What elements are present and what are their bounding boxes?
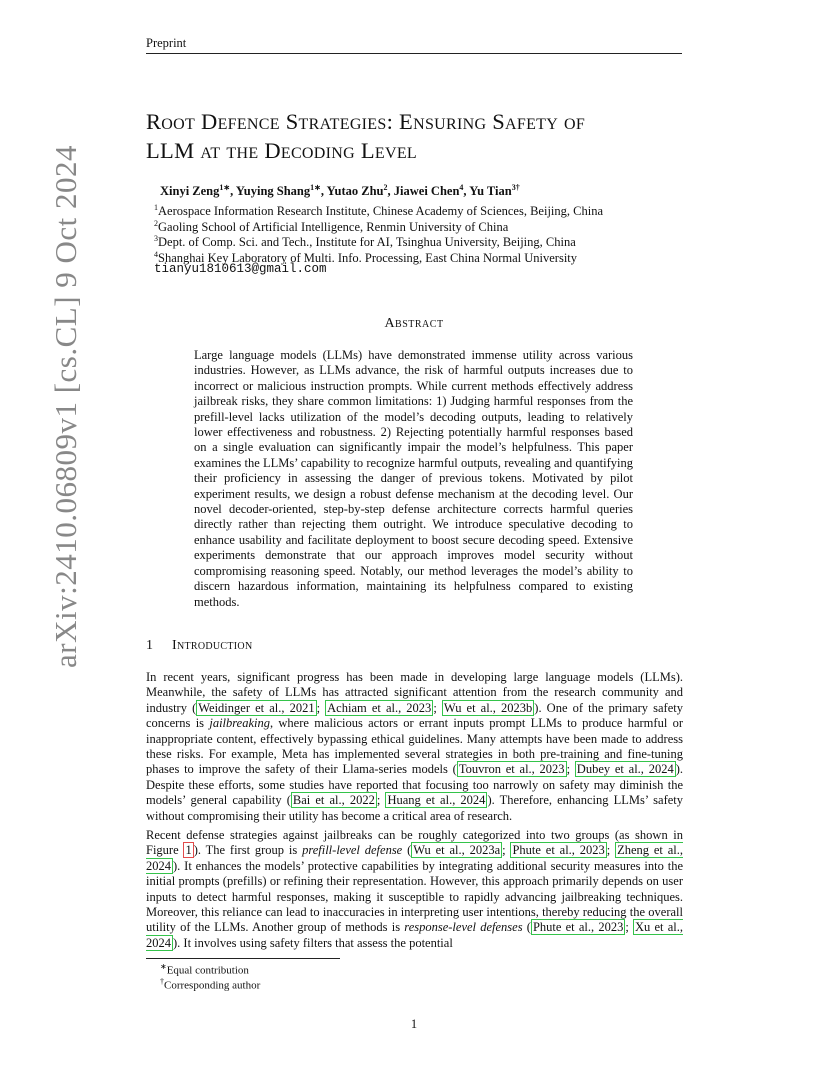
author-name: Yuying Shang (235, 184, 311, 199)
author-name: Yutao Zhu (326, 184, 384, 199)
paper-title (146, 107, 706, 165)
citation-link[interactable]: Phute et al., 2023 (512, 843, 605, 858)
header-rule (146, 53, 682, 54)
author-name: Jiawei Chen (393, 184, 460, 199)
author-name: Xinyi Zeng (160, 184, 220, 199)
citation-link[interactable]: Huang et al., 2024 (387, 793, 486, 808)
footnote (160, 962, 249, 977)
affiliation-text: Shanghai Key Laboratory of Multi. Info. Processing, East China Normal University (158, 250, 578, 265)
affiliation-text: Gaoling School of Artificial Intelligence, Renmin University of China (158, 219, 509, 234)
footnote-text: Corresponding author (164, 979, 261, 992)
abstract-body: Large language models (LLMs) have demonstrated immense utility across various industries. However, as LLMs advance, the risk of harmful outputs increases due to incorrect or malicious instruction prompts. While current methods effectively address jailbreak risks, they share common limitations: 1) Judging harmful responses from the prefill-level lacks utilization of the model’s decoding outputs, leading to relatively lower effectiveness and robustness. 2) Rejecting potentially harmful responses based on a single evaluation can significantly impair the model’s helpfulness. This paper examines the LLMs’ capability to recognize harmful outputs, revealing and quantifying their proficiency in assessing the danger of previous tokens. Motivated by pilot experiment results, we design a robust defense mechanism at the decoding level. Our novel decoder-oriented, step-by-step defense architecture corrects harmful queries directly rather than rejecting them outright. We introduce speculative decoding to enhance usability and facilitate deployment to boost secure decoding speed. Extensive experiments demonstrate that our approach improves model security without compromising reasoning speed. Notably, our method leverages the model’s ability to discern hazardous information, maintaining its helpfulness compared to existing methods. (194, 348, 633, 609)
author-mark: 1∗ (310, 183, 321, 192)
citation-link[interactable]: Phute et al., 2023 (532, 920, 624, 935)
author-mark: 3† (511, 183, 520, 192)
citation-link[interactable]: Achiam et al., 2023 (327, 700, 432, 715)
citation-link[interactable]: Touvron et al., 2023 (458, 762, 565, 777)
text-run: ). It involves using safety filters that assess the potential (173, 935, 453, 950)
title-line-1: Root Defence Strategies: Ensuring Safety of (146, 109, 586, 134)
footnote (160, 977, 260, 992)
author-mark: 4 (459, 183, 464, 192)
affiliation-num: 3 (154, 234, 158, 243)
title-line-2: LLM at the Decoding Level (146, 138, 418, 163)
emphasis: response-level defenses (404, 920, 523, 935)
running-header: Preprint (146, 36, 187, 50)
footnote-rule (146, 958, 340, 959)
page-number: 1 (410, 1017, 418, 1031)
affiliation-text: Dept. of Comp. Sci. and Tech., Institute for AI, Tsinghua University, Beijing, China (158, 235, 576, 250)
text-run: ). The first group is (193, 843, 303, 858)
footnote-text: Equal contribution (166, 964, 249, 977)
section-number: 1 (146, 638, 154, 653)
citation-link[interactable]: Dubey et al., 2024 (576, 762, 674, 777)
citation-link[interactable]: Weidinger et al., 2021 (198, 700, 315, 715)
citation-link[interactable]: Wu et al., 2023b (443, 700, 533, 715)
affiliation-num: 1 (154, 203, 158, 212)
emphasis: jailbreaking (209, 716, 270, 731)
text-run: ). Therefore, enhancing LLMs’ safety without compromising their utility has become a critical area of research. (146, 793, 684, 823)
author-list: Xinyi Zeng$^{1∗}$, Yuying Shang$^{1∗}$, Yutao Zhu$^2$, Jiawei Chen$^4$, Yu Tian$^{3\dagger}$ (160, 183, 520, 199)
figure-link[interactable]: 1 (185, 843, 192, 858)
footnote-mark: ∗ (160, 962, 167, 971)
section-title: Introduction (172, 638, 253, 653)
author-name: Yu Tian (469, 184, 512, 199)
intro-paragraph-2: Recent defense strategies against jailbreaks can be roughly categorized into two groups (as shown in Figure 1 ). The first group is prefill-level defense ( Wu et al., 2023a ; Phute et al., 2023 ; Zheng et al., 2024 ). It enhances the models’ protective capabilities by integrating additional security measures into the initial prompts (prefills) or refining their representation. However, this approach primarily depends on user inputs to detect harmful responses, making it susceptible to rapidly advancing jailbreaking techniques. Moreover, this reliance can lead to inaccuracies in interpreting user intentions, thereby reducing the overall utility of the LLMs. Another group of methods is response-level defenses ( Phute et al., 2023 ; Xu et al., 2024 ). It involves using safety filters that assess the potential (146, 828, 683, 950)
emphasis: prefill-level defense (302, 843, 403, 858)
intro-paragraph-1: In recent years, significant progress has been made in developing large language models (LLMs). Meanwhile, the safety of LLMs has attracted significant attention from the research community and industry ( Weidinger et al., 2021 ; Achiam et al., 2023 ; Wu et al., 2023b ). One of the primary safety concerns is jailbreaking, where malicious actors or errant inputs prompt LLMs to produce harmful or inappropriate content, effectively bypassing ethical guidelines. Many attempts have been made to address these risks. For example, Meta has implemented several strategies in both pre-training and fine-tuning phases to improve the safety of their Llama-series models ( Touvron et al., 2023 ; Dubey et al., 2024 ). Despite these efforts, some studies have reported that focusing too narrowly on safety may diminish the models’ general capability ( Bai et al., 2022 ; Huang et al., 2024 ). Therefore, enhancing LLMs’ safety without compromising their utility has become a critical area of research. (146, 670, 684, 823)
text-run: , where malicious actors or errant inputs prompt LLMs to produce harmful or inappropriate content, effectively bypassing ethical guidelines. Many attempts have been made to address these risks. For example, Meta has implemented several strategies in both pre-training and fine-tuning phases to improve the safety of their Llama-series models ( (146, 716, 683, 777)
arxiv-stamp-area (0, 0, 83, 1072)
text-run: ). It enhances the models’ protective capabilities by integrating additional security measures into the initial prompts (prefills) or refining their representation. However, this approach primarily depends on user inputs to detect harmful responses, making it susceptible to rapidly advancing jailbreaking techniques. Moreover, this reliance can lead to inaccuracies in interpreting user intentions, thereby reducing the overall utility of the LLMs. Another group of methods is (146, 858, 683, 935)
author-mark: 2 (383, 183, 388, 192)
section-heading (146, 638, 252, 654)
email-link[interactable]: tianyu1810613@gmail.com (154, 262, 327, 276)
text-run: In recent years, significant progress has been made in developing large language models (LLMs). Meanwhile, the safety of LLMs has attracted significant attention from the research community and industry ( (146, 670, 683, 715)
affiliation-num: 2 (154, 218, 158, 228)
affiliation-text: Aerospace Information Research Institute, Chinese Academy of Sciences, Beijing, China (158, 204, 604, 219)
arxiv-stamp: arXiv:2410.06809v1 [cs.CL] 9 Oct 2024 (48, 144, 83, 668)
text-run: ). One of the primary safety concerns is (146, 700, 683, 731)
footnote-mark: † (160, 977, 164, 986)
author-mark: 1∗ (219, 183, 231, 192)
citation-link[interactable]: Wu et al., 2023a (413, 843, 501, 858)
text-run: ). Despite these efforts, some studies have reported that focusing too narrowly on safety may diminish the models’ general capability ( (146, 762, 683, 808)
citation-link[interactable]: Xu et al., 2024 (146, 920, 683, 950)
text-run: Recent defense strategies against jailbreaks can be roughly categorized into two groups (as shown in Figure (146, 828, 683, 858)
affiliation-num: 4 (154, 249, 158, 259)
citation-link[interactable]: Zheng et al., 2024 (146, 843, 683, 873)
citation-link[interactable]: Bai et al., 2022 (292, 793, 375, 808)
abstract-heading: Abstract (384, 316, 444, 331)
